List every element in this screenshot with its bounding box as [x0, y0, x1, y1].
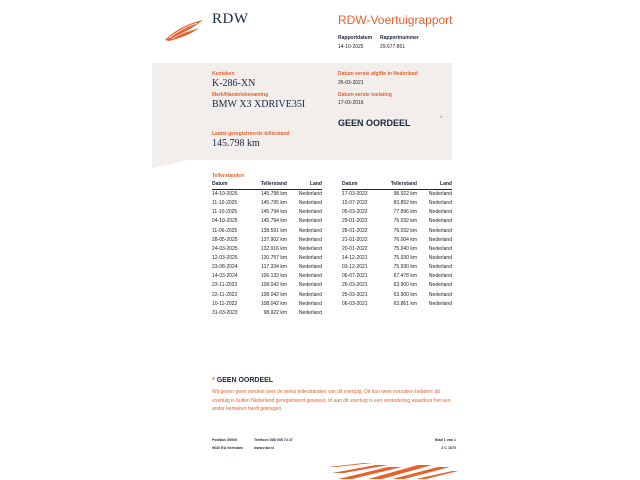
footer-code: 3 C 1070 — [441, 446, 456, 450]
table-header-row — [342, 181, 452, 190]
notice-star: * — [212, 377, 215, 384]
cell-country: Nederland — [428, 218, 452, 225]
table-row — [342, 244, 452, 253]
footer-city: 9640 RA Veendam — [212, 446, 243, 450]
cell-date: 21-01-2022 — [342, 236, 368, 243]
table-row — [342, 253, 452, 262]
cell-country: Nederland — [428, 200, 452, 207]
cell-date: 11-06-2025 — [212, 227, 238, 234]
plate-value: K-286-XN — [212, 78, 256, 89]
report-date-value: 14-10-2025 — [338, 44, 364, 50]
table-row — [342, 299, 452, 308]
report-number-value: 29.677.861 — [380, 44, 406, 50]
cell-km: 75.930 km — [393, 255, 417, 262]
cell-date: 17-03-2023 — [342, 191, 368, 198]
col-country-header: Land — [417, 181, 452, 190]
table-row — [212, 208, 322, 217]
cell-date: 25-03-2021 — [342, 291, 368, 298]
col-date-header: Datum — [342, 181, 387, 190]
cell-km: 117.334 km — [261, 264, 287, 271]
cell-date: 29-01-2022 — [342, 218, 368, 225]
cell-km: 76.032 km — [393, 227, 417, 234]
cell-country: Nederland — [428, 236, 452, 243]
odometer-label: Laatst geregistreerde tellerstand — [212, 131, 290, 137]
cell-country: Nederland — [428, 255, 452, 262]
cell-country: Nederland — [298, 255, 322, 262]
table-row — [342, 272, 452, 281]
cell-country: Nederland — [298, 309, 322, 316]
cell-date: 10-11-2023 — [212, 300, 238, 307]
notice-title — [212, 377, 273, 384]
table-row — [212, 199, 322, 208]
cell-date: 05-03-2022 — [342, 209, 368, 216]
rdw-logo-icon — [163, 18, 205, 42]
report-date-block — [338, 35, 372, 50]
footer-address — [212, 436, 243, 452]
cell-date: 23-11-2023 — [212, 282, 238, 289]
cell-km: 137.902 km — [260, 236, 287, 243]
table-row — [342, 199, 452, 208]
cell-date: 06-03-2021 — [342, 300, 368, 307]
cell-km: 108.042 km — [260, 291, 287, 298]
rdw-stripes-icon — [328, 463, 458, 479]
first-admission-label: Datum eerste toelating — [338, 92, 392, 98]
notice-text: Wij geven geen oordeel over de reeks tellerstanden van dit voertuig. Dit kan twee oorzaken hebben: dit voertuig is buiten Nederland geregistreerd geweest, of aan dit voertuig is een verandering waardoor het een ander kenteken heeft gekregen. — [212, 389, 451, 412]
first-admission-value: 17-03-2016 — [338, 100, 364, 106]
footer-page: Blad 1 van 1 — [435, 438, 456, 442]
cell-date: 15-07-2022 — [342, 200, 368, 207]
table-row — [342, 235, 452, 244]
table-row — [212, 290, 322, 299]
cell-km: 145.794 km — [260, 209, 287, 216]
table-header-row — [212, 181, 322, 190]
verdict-heading: GEEN OORDEEL — [338, 118, 411, 128]
cell-date: 11-10-2025 — [212, 209, 238, 216]
cell-country: Nederland — [298, 200, 322, 207]
cell-date: 28-05-2025 — [212, 236, 238, 243]
table-row — [342, 263, 452, 272]
cell-country: Nederland — [298, 191, 322, 198]
footer-po-box: Postbus 30000 — [212, 438, 238, 442]
table-row — [212, 217, 322, 226]
table-row — [212, 235, 322, 244]
table-row — [212, 263, 322, 272]
cell-date: 28-01-2022 — [342, 227, 368, 234]
cell-km: 145.795 km — [260, 200, 287, 207]
cell-km: 63.900 km — [393, 282, 417, 289]
cell-country: Nederland — [428, 273, 452, 280]
cell-km: 138.591 km — [260, 227, 287, 234]
cell-km: 63.861 km — [393, 300, 417, 307]
odometer-section-title: Tellerstanden — [212, 173, 245, 179]
cell-date: 14-12-2021 — [342, 255, 368, 262]
footer-phone: Telefoon 088 008 74 47 — [254, 438, 293, 442]
odometer-value: 145.798 km — [212, 138, 260, 149]
col-km-header: Tellerstand — [387, 181, 417, 190]
table-row — [342, 190, 452, 199]
cell-km: 108.042 km — [260, 282, 287, 289]
cell-km: 98.922 km — [393, 191, 417, 198]
footer-contact — [254, 436, 293, 452]
cell-km: 108.042 km — [260, 300, 287, 307]
report-number-block — [380, 35, 419, 50]
cell-date: 06-07-2021 — [342, 273, 368, 280]
cell-date: 14-10-2025 — [212, 191, 238, 198]
make-label: Merk/Handelsbenaming — [212, 92, 269, 98]
footer-website: www.rdw.nl — [254, 446, 274, 450]
col-km-header: Tellerstand — [257, 181, 287, 190]
cell-km: 76.032 km — [393, 218, 417, 225]
cell-km: 63.900 km — [393, 291, 417, 298]
cell-date: 24-03-2025 — [212, 245, 238, 252]
notice-title-text: GEEN OORDEEL — [216, 377, 274, 384]
cell-km: 77.896 km — [393, 209, 417, 216]
brand-name: RDW — [212, 11, 249, 27]
table-row — [212, 253, 322, 262]
cell-km: 67.478 km — [393, 273, 417, 280]
verdict-star: * — [440, 116, 443, 122]
cell-date: 31-03-2023 — [212, 309, 238, 316]
cell-km: 98.922 km — [263, 309, 287, 316]
cell-km: 130.757 km — [260, 255, 287, 262]
cell-km: 132.916 km — [260, 245, 287, 252]
table-row — [212, 272, 322, 281]
cell-date: 26-03-2021 — [342, 282, 368, 289]
cell-km: 75.940 km — [393, 245, 417, 252]
report-number-label: Rapportnummer — [380, 35, 419, 41]
cell-country: Nederland — [298, 273, 322, 280]
table-row — [342, 208, 452, 217]
table-row — [212, 244, 322, 253]
table-row — [212, 299, 322, 308]
cell-km: 145.794 km — [260, 218, 287, 225]
cell-date: 14-03-2024 — [212, 273, 238, 280]
cell-country: Nederland — [298, 218, 322, 225]
cell-date: 04-10-2025 — [212, 218, 238, 225]
cell-country: Nederland — [428, 291, 452, 298]
cell-country: Nederland — [298, 227, 322, 234]
cell-country: Nederland — [428, 264, 452, 271]
cell-country: Nederland — [298, 300, 322, 307]
cell-date: 23-08-2024 — [212, 264, 238, 271]
col-country-header: Land — [287, 181, 322, 190]
plate-label: Kenteken — [212, 71, 235, 77]
table-row — [342, 226, 452, 235]
cell-km: 76.004 km — [393, 236, 417, 243]
first-nl-registration-value: 26-03-2021 — [338, 80, 364, 86]
cell-date: 11-10-2025 — [212, 200, 238, 207]
cell-country: Nederland — [428, 300, 452, 307]
vehicle-info-band — [152, 63, 452, 160]
cell-country: Nederland — [298, 282, 322, 289]
cell-country: Nederland — [298, 291, 322, 298]
cell-country: Nederland — [428, 209, 452, 216]
table-row — [342, 217, 452, 226]
cell-km: 83.852 km — [393, 200, 417, 207]
cell-country: Nederland — [428, 191, 452, 198]
cell-km: 106.132 km — [260, 273, 287, 280]
col-date-header: Datum — [212, 181, 257, 190]
table-row — [212, 190, 322, 199]
odometer-table-right — [342, 181, 452, 308]
report-date-label: Rapportdatum — [338, 35, 373, 41]
cell-country: Nederland — [298, 264, 322, 271]
cell-km: 75.930 km — [393, 264, 417, 271]
cell-country: Nederland — [428, 227, 452, 234]
make-value: BMW X3 XDRIVE35I — [212, 99, 306, 110]
table-row — [342, 290, 452, 299]
cell-date: 22-11-2023 — [212, 291, 238, 298]
cell-km: 145.798 km — [260, 191, 287, 198]
cell-country: Nederland — [428, 245, 452, 252]
cell-date: 12-03-2025 — [212, 255, 238, 262]
cell-date: 03-12-2021 — [342, 264, 368, 271]
footer-page-info — [423, 436, 456, 452]
odometer-table-left — [212, 181, 322, 317]
table-row — [212, 281, 322, 290]
cell-country: Nederland — [428, 282, 452, 289]
band-corner — [152, 160, 188, 168]
cell-country: Nederland — [298, 209, 322, 216]
table-row — [212, 308, 322, 317]
table-row — [342, 281, 452, 290]
cell-country: Nederland — [298, 236, 322, 243]
table-row — [212, 226, 322, 235]
document-title: RDW-Voertuigrapport — [338, 13, 453, 27]
cell-date: 20-01-2022 — [342, 245, 368, 252]
cell-country: Nederland — [298, 245, 322, 252]
first-nl-registration-label: Datum eerste afgifte in Nederland — [338, 71, 418, 77]
